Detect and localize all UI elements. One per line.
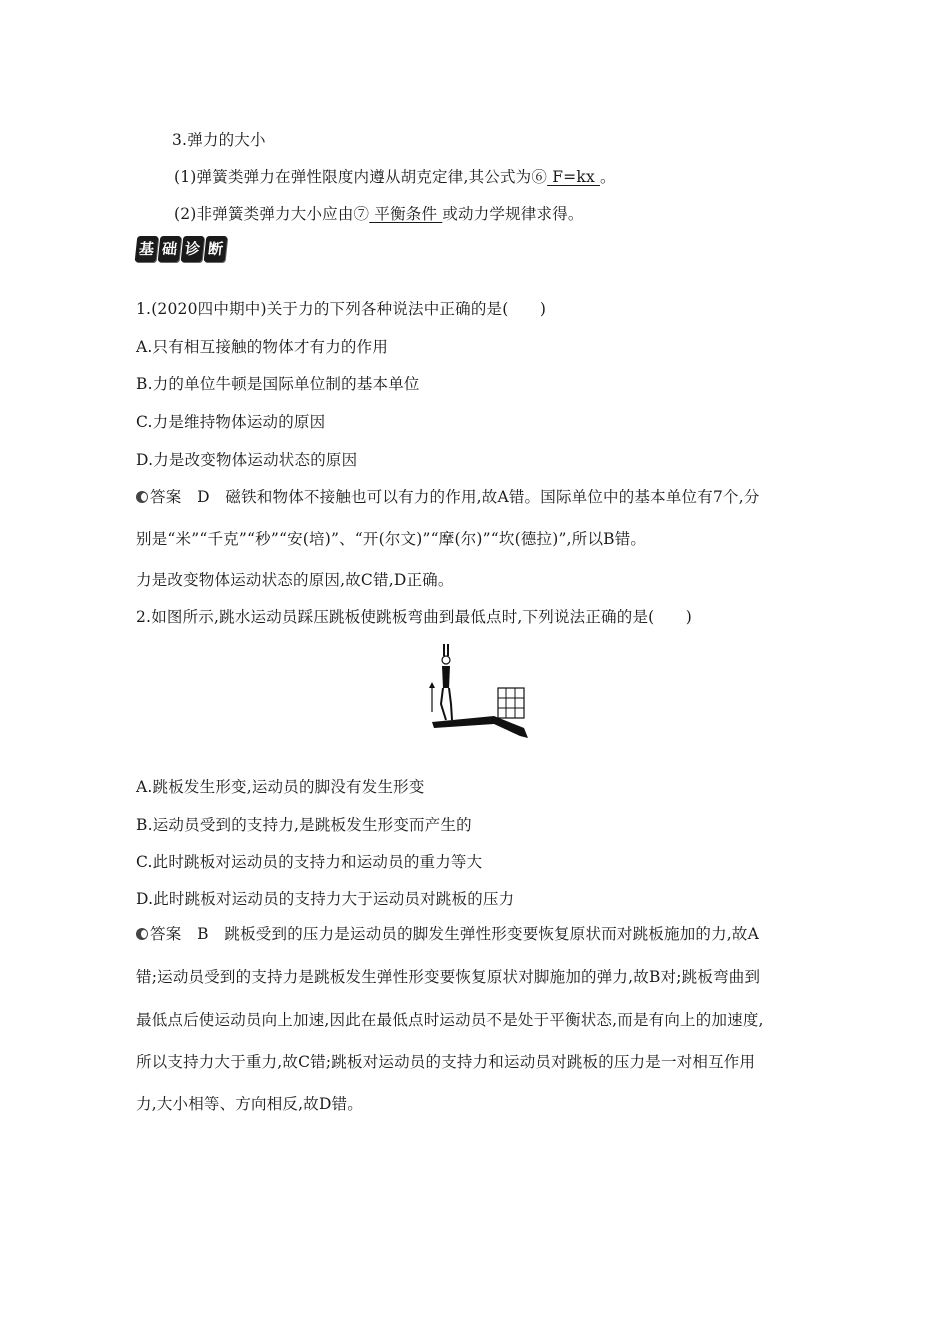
formula-line-suffix: 。 (600, 168, 616, 186)
equilibrium-blank: 平衡条件 (369, 205, 443, 223)
question-1-stem: 1.(2020四中期中)关于力的下列各种说法中正确的是( ) (136, 300, 547, 318)
non-spring-line (174, 204, 584, 224)
formula-blank: F=kx (547, 168, 601, 186)
answer-text: B 跳板受到的压力是运动员的脚发生弹性形变要恢复原状而对跳板施加的力,故A (197, 925, 760, 943)
basic-diagnosis-badge (136, 236, 226, 262)
badge-char: 基 (135, 236, 159, 262)
question-1-answer-line: 力是改变物体运动状态的原因,故C错,D正确。 (136, 571, 454, 589)
non-spring-prefix: (2)非弹簧类弹力大小应由⑦ (174, 205, 370, 223)
question-2-option-d: D.此时跳板对运动员的支持力大于运动员对跳板的压力 (136, 890, 515, 908)
question-2-option-b: B.运动员受到的支持力,是跳板发生形变而产生的 (136, 816, 472, 834)
formula-line (174, 167, 616, 187)
answer-icon (136, 928, 148, 940)
question-2-option-c: C.此时跳板对运动员的支持力和运动员的重力等大 (136, 853, 483, 871)
question-2-answer-line (136, 924, 759, 944)
question-2-option-a: A.跳板发生形变,运动员的脚没有发生形变 (136, 778, 425, 796)
question-1-option-c: C.力是维持物体运动的原因 (136, 413, 326, 431)
question-1-option-d: D.力是改变物体运动状态的原因 (136, 451, 358, 469)
diver-springboard-figure (424, 640, 529, 745)
section-heading: 3.弹力的大小 (172, 131, 266, 149)
badge-char: 断 (204, 236, 228, 262)
answer-icon (136, 491, 148, 503)
answer-text: D 磁铁和物体不接触也可以有力的作用,故A错。国际单位中的基本单位有7个,分 (197, 488, 760, 506)
question-1-option-a: A.只有相互接触的物体才有力的作用 (136, 338, 389, 356)
answer-label: 答案 (150, 925, 182, 943)
non-spring-suffix: 或动力学规律求得。 (442, 205, 584, 223)
answer-label: 答案 (150, 488, 182, 506)
question-1-answer-line (136, 487, 760, 507)
question-2-answer-line: 力,大小相等、方向相反,故D错。 (136, 1095, 363, 1113)
formula-line-prefix: (1)弹簧类弹力在弹性限度内遵从胡克定律,其公式为⑥ (174, 168, 548, 186)
question-2-answer-line: 最低点后使运动员向上加速,因此在最低点时运动员不是处于平衡状态,而是有向上的加速度, (136, 1011, 764, 1029)
question-2-answer-line: 所以支持力大于重力,故C错;跳板对运动员的支持力和运动员对跳板的压力是一对相互作用 (136, 1053, 756, 1071)
question-1-option-b: B.力的单位牛顿是国际单位制的基本单位 (136, 375, 420, 393)
question-1-answer-line: 别是“米”“千克”“秒”“安(培)”、“开(尔文)”“摩(尔)”“坎(德拉)”,所以B错。 (136, 530, 647, 548)
question-2-stem: 2.如图所示,跳水运动员踩压跳板使跳板弯曲到最低点时,下列说法正确的是( ) (136, 608, 693, 626)
question-2-answer-line: 错;运动员受到的支持力是跳板发生弹性形变要恢复原状对脚施加的弹力,故B对;跳板弯曲到 (136, 968, 761, 986)
badge-char: 础 (158, 236, 182, 262)
badge-char: 诊 (181, 236, 205, 262)
